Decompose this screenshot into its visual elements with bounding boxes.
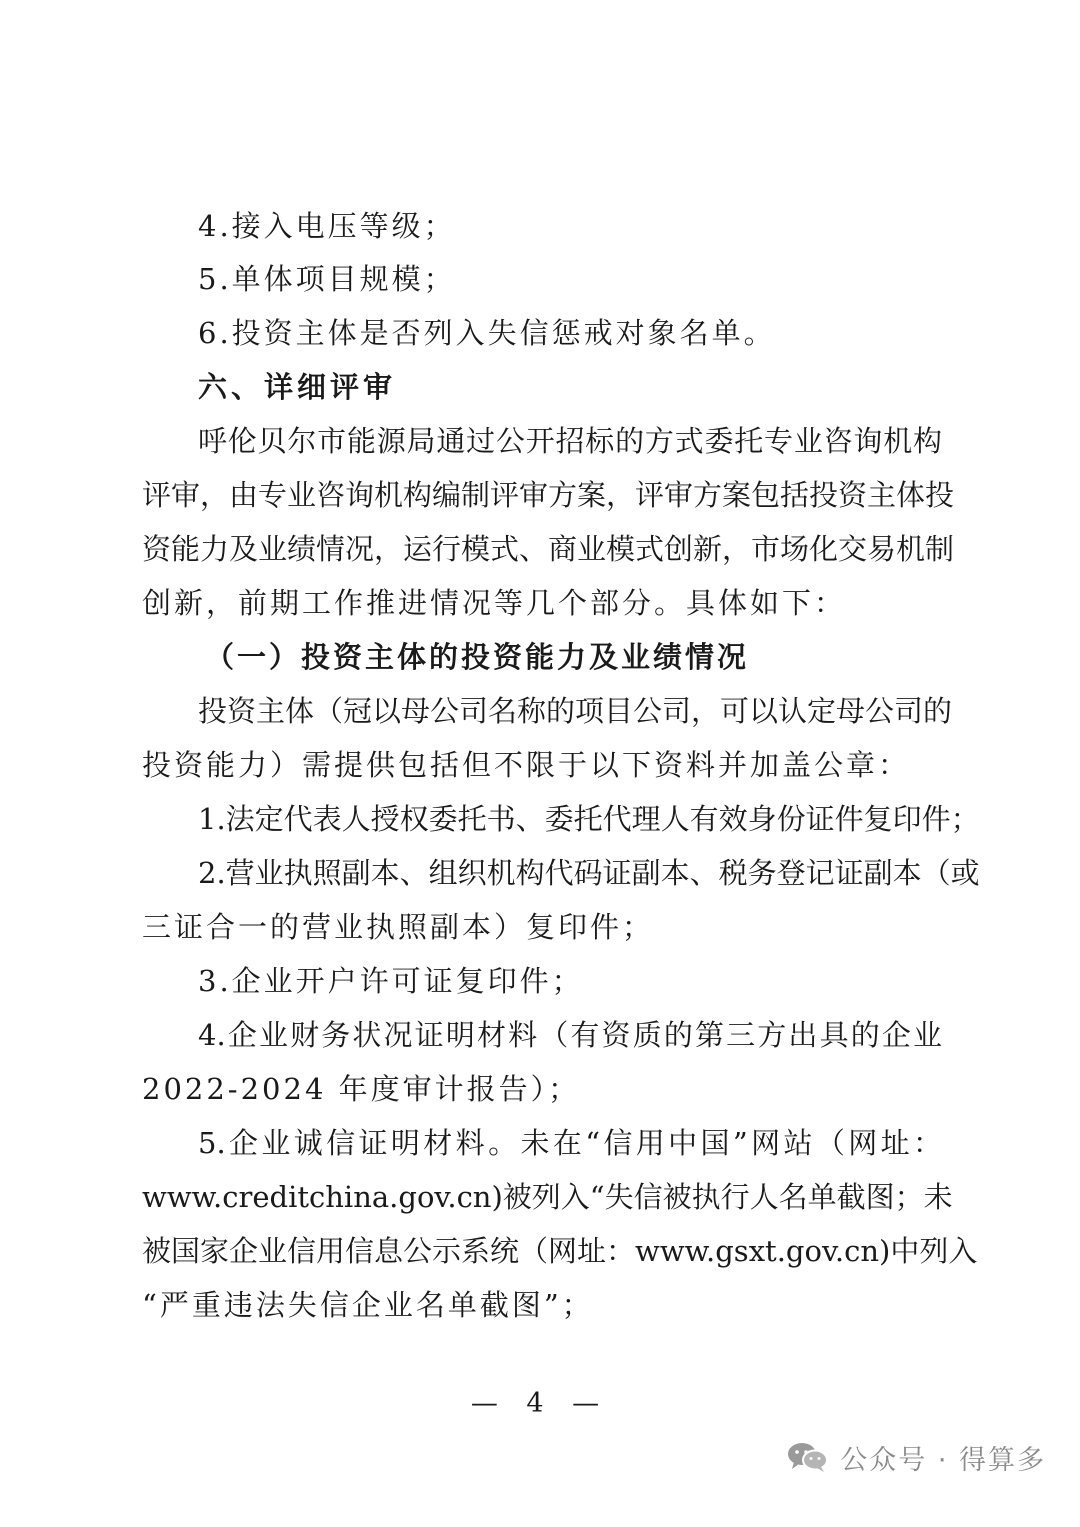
list-item-credit-blacklist: 6.投资主体是否列入失信惩戒对象名单。 bbox=[198, 316, 776, 350]
list-item-financial-status-cont: 2022-2024 年度审计报告）； bbox=[142, 1072, 581, 1106]
subsection-heading-investment-capacity: （一）投资主体的投资能力及业绩情况 bbox=[205, 640, 750, 674]
list-item-credit-proof-cont: www.creditchina.gov.cn)被列入“失信被执行人名单截图；未 bbox=[142, 1180, 953, 1214]
paragraph-line: 投资能力）需提供包括但不限于以下资料并加盖公章： bbox=[142, 748, 911, 782]
list-item-business-license-cont: 三证合一的营业执照副本）复印件； bbox=[142, 910, 655, 944]
list-item-voltage-level: 4.接入电压等级； bbox=[198, 209, 456, 243]
list-item-credit-proof: 5.企业诚信证明材料。未在“信用中国”网站（网址： bbox=[198, 1126, 942, 1160]
list-item-financial-status: 4.企业财务状况证明材料（有资质的第三方出具的企业 bbox=[198, 1018, 942, 1052]
list-item-credit-proof-cont: “严重违法失信企业名单截图”； bbox=[142, 1288, 594, 1322]
watermark bbox=[786, 1434, 1046, 1480]
paragraph-line: 资能力及业绩情况，运行模式、商业模式创新，市场化交易机制 bbox=[142, 532, 955, 566]
list-item-account-permit: 3.企业开户许可证复印件； bbox=[198, 964, 584, 998]
list-item-credit-proof-cont: 被国家企业信用信息公示系统（网址：www.gsxt.gov.cn)中列入 bbox=[142, 1234, 978, 1268]
paragraph-line: 评审，由专业咨询机构编制评审方案，评审方案包括投资主体投 bbox=[142, 478, 955, 512]
page-number: — 4 — bbox=[470, 1388, 610, 1419]
paragraph-line: 投资主体（冠以母公司名称的项目公司，可以认定母公司的 bbox=[198, 694, 953, 728]
list-item-authorization: 1.法定代表人授权委托书、委托代理人有效身份证件复印件； bbox=[198, 802, 980, 836]
paragraph-line: 创新，前期工作推进情况等几个部分。具体如下： bbox=[142, 586, 847, 620]
wechat-icon bbox=[786, 1440, 830, 1474]
section-heading-detailed-review: 六、详细评审 bbox=[198, 370, 397, 404]
list-item-project-scale: 5.单体项目规模； bbox=[198, 262, 456, 296]
list-item-business-license: 2.营业执照副本、组织机构代码证副本、税务登记证副本（或 bbox=[198, 856, 980, 890]
paragraph-line: 呼伦贝尔市能源局通过公开招标的方式委托专业咨询机构 bbox=[198, 424, 942, 458]
watermark-text: 公众号 · 得算多 bbox=[840, 1444, 1046, 1476]
